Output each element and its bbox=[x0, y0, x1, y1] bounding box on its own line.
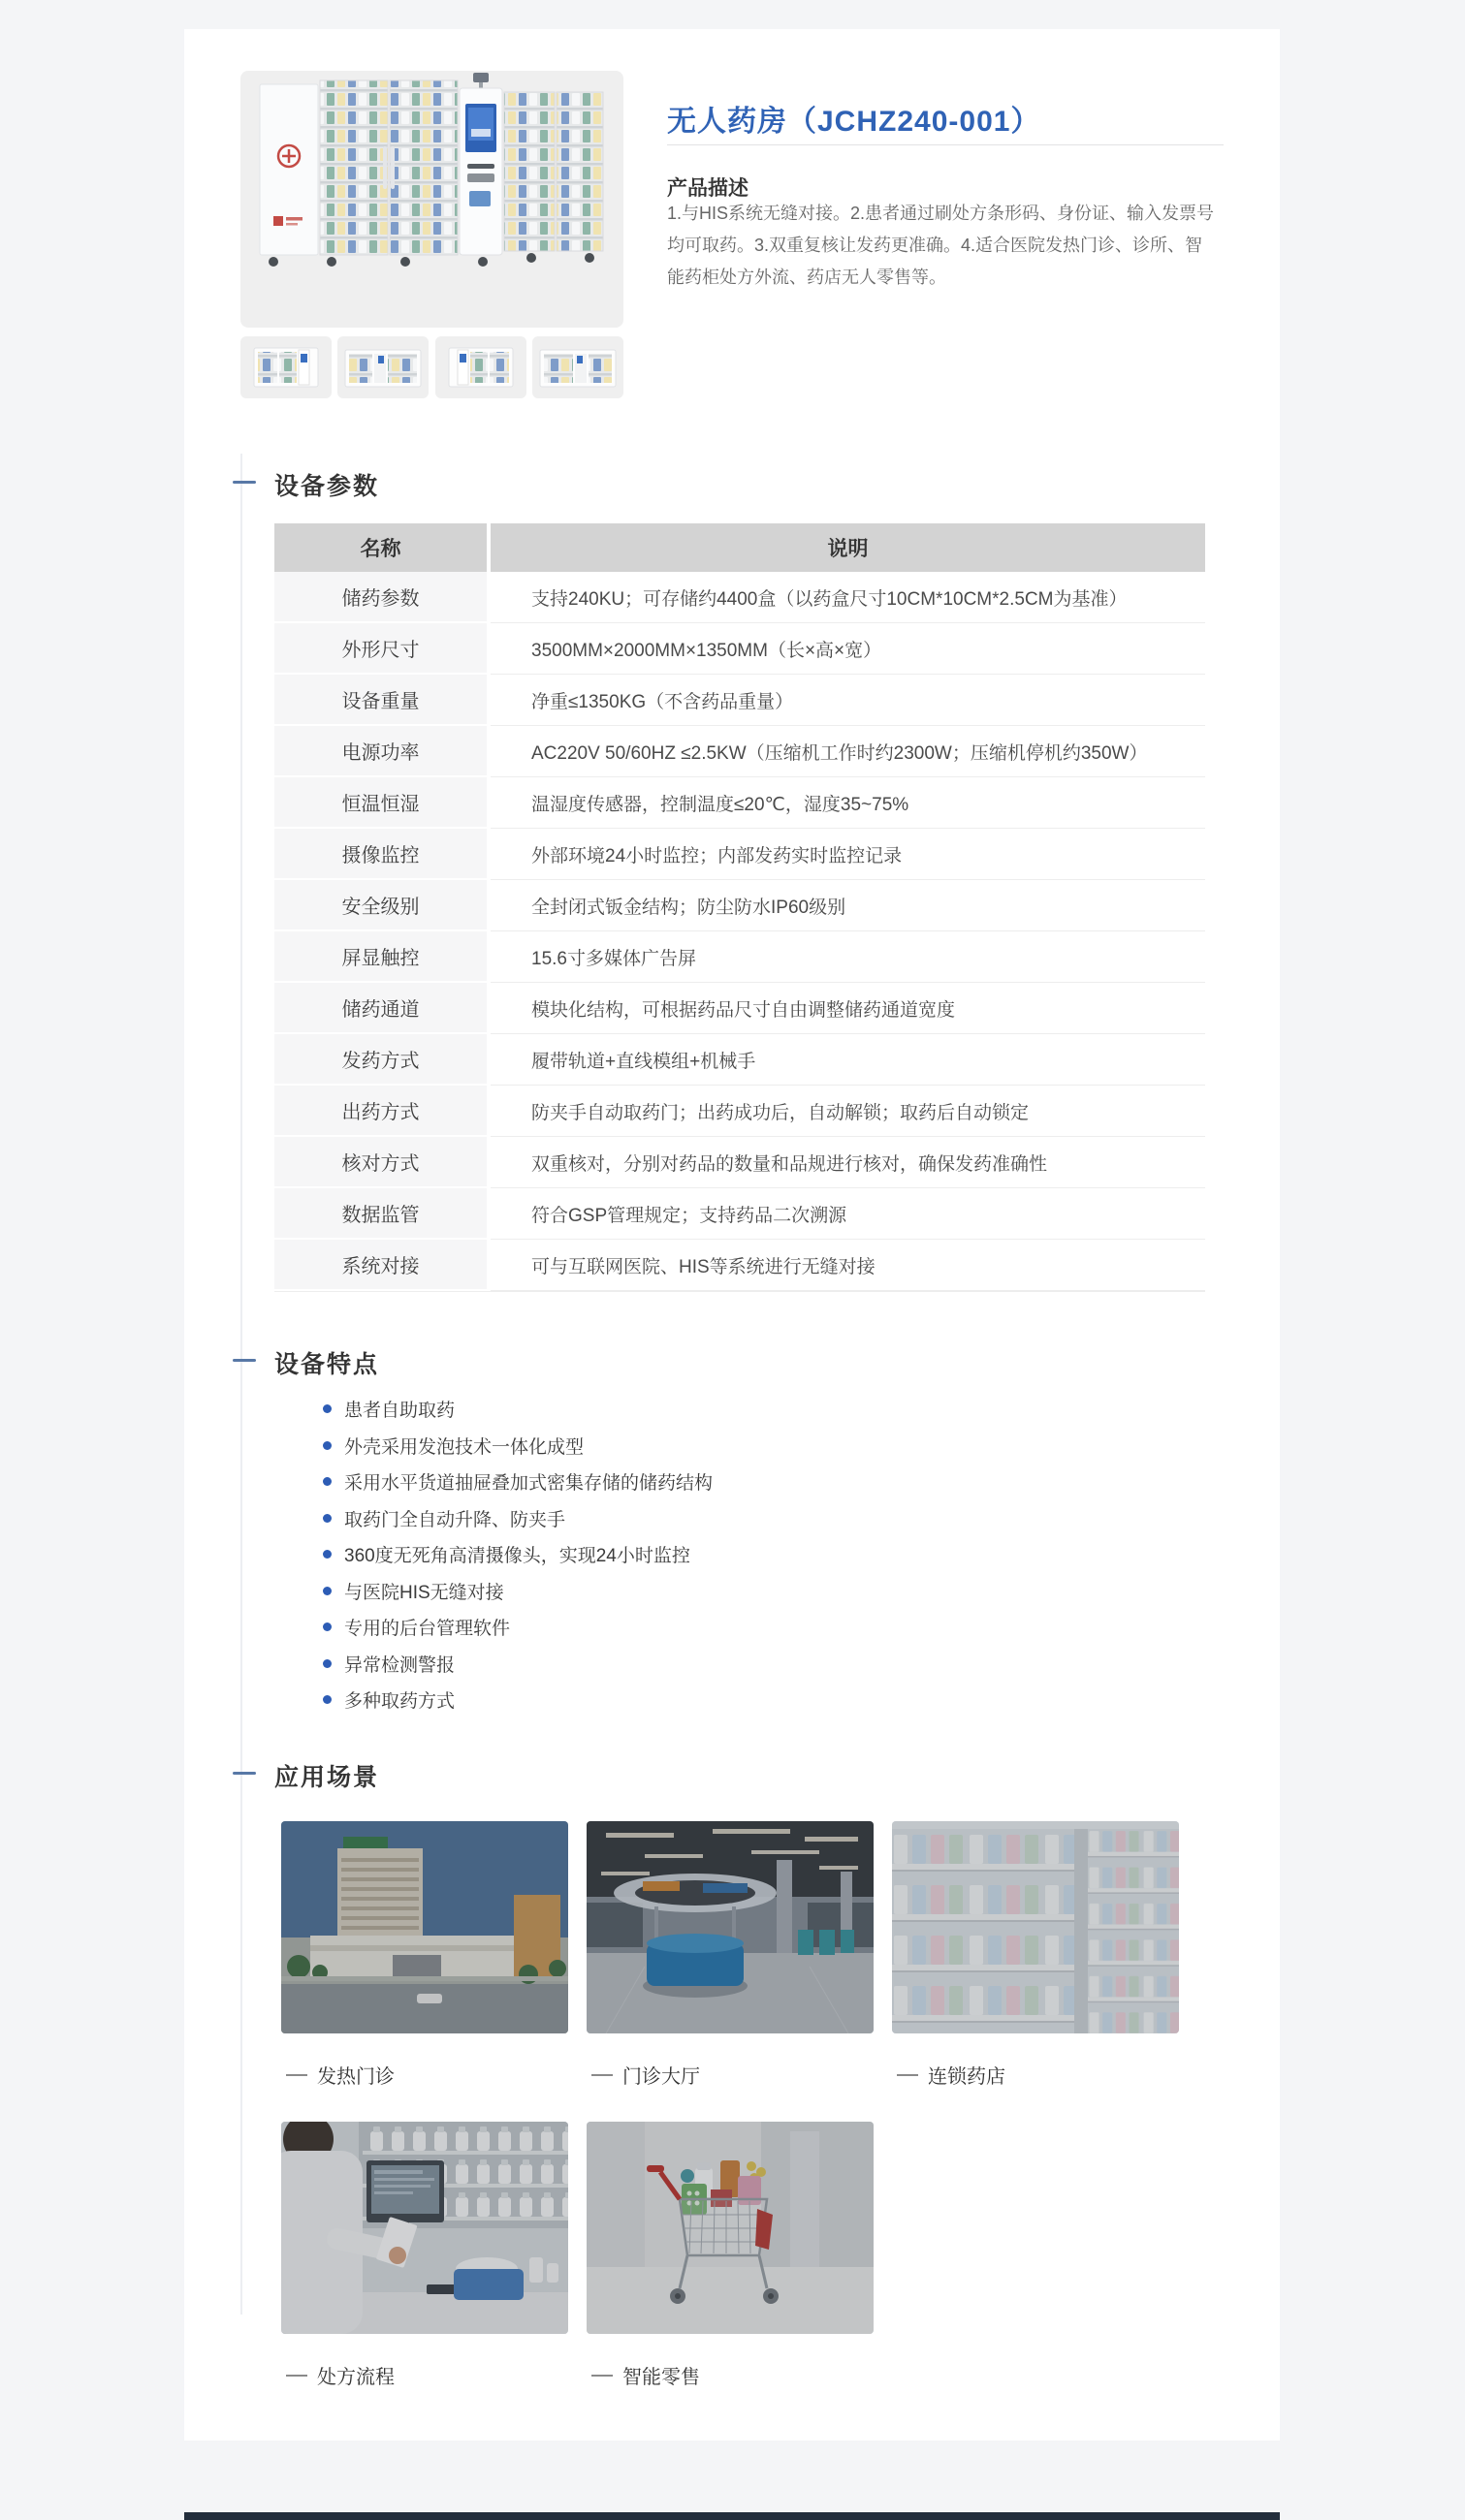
row-desc: 15.6寸多媒体广告屏 bbox=[491, 931, 1205, 983]
product-main-image bbox=[240, 71, 623, 328]
section-title-scenarios: 应用场景 bbox=[274, 1764, 380, 1791]
list-item bbox=[323, 1391, 713, 1428]
scenario-label-text: 连锁药店 bbox=[928, 2066, 1005, 2088]
label-dash-icon bbox=[286, 2074, 307, 2076]
row-desc: 履带轨道+直线模组+机械手 bbox=[491, 1034, 1205, 1086]
table-row bbox=[274, 1034, 1205, 1086]
feature-label: 外壳采用发泡技术一体化成型 bbox=[344, 1436, 585, 1458]
list-item bbox=[323, 1500, 713, 1537]
scenario-label-text: 智能零售 bbox=[622, 2367, 700, 2388]
spec-table bbox=[274, 523, 1205, 1292]
product-thumbnail-2[interactable] bbox=[337, 336, 429, 398]
row-desc: 净重≤1350KG（不含药品重量） bbox=[491, 675, 1205, 726]
row-name: 安全级别 bbox=[274, 880, 487, 931]
row-desc: 双重核对，分别对药品的数量和品规进行核对，确保发药准确性 bbox=[491, 1137, 1205, 1188]
bullet-icon bbox=[323, 1659, 332, 1668]
section-title-features: 设备特点 bbox=[274, 1351, 380, 1378]
row-desc: 模块化结构，可根据药品尺寸自由调整储药通道宽度 bbox=[491, 983, 1205, 1034]
table-row bbox=[274, 675, 1205, 726]
list-item bbox=[323, 1536, 713, 1573]
product-thumbnail-4[interactable] bbox=[532, 336, 623, 398]
scenario-label-fever-clinic bbox=[286, 2061, 395, 2089]
product-card bbox=[184, 29, 1280, 2441]
feature-label: 与医院HIS无缝对接 bbox=[344, 1582, 504, 1603]
row-desc: 3500MM×2000MM×1350MM（长×高×宽） bbox=[491, 623, 1205, 675]
row-desc: 外部环境24小时监控；内部发药实时监控记录 bbox=[491, 829, 1205, 880]
table-row bbox=[274, 1086, 1205, 1137]
bullet-icon bbox=[323, 1404, 332, 1413]
pharmacy-machine-illustration bbox=[240, 71, 623, 328]
scenario-label-text: 发热门诊 bbox=[317, 2066, 395, 2088]
section-rail-line bbox=[240, 454, 242, 2315]
row-desc: 全封闭式钣金结构；防尘防水IP60级别 bbox=[491, 880, 1205, 931]
list-item bbox=[323, 1428, 713, 1465]
feature-label: 360度无死角高清摄像头，实现24小时监控 bbox=[344, 1546, 690, 1567]
row-name: 屏显触控 bbox=[274, 931, 487, 983]
table-row bbox=[274, 1188, 1205, 1240]
table-row bbox=[274, 572, 1205, 623]
list-item bbox=[323, 1609, 713, 1646]
product-desc-heading: 产品描述 bbox=[667, 177, 748, 200]
label-dash-icon bbox=[897, 2074, 918, 2076]
feature-label: 取药门全自动升降、防夹手 bbox=[344, 1509, 566, 1530]
row-name: 储药参数 bbox=[274, 572, 487, 623]
bullet-icon bbox=[323, 1550, 332, 1559]
row-name: 数据监管 bbox=[274, 1188, 487, 1240]
table-row bbox=[274, 1137, 1205, 1188]
footer-bar bbox=[184, 2512, 1280, 2520]
product-thumbnail-3[interactable] bbox=[435, 336, 526, 398]
scenario-image-outpatient-hall bbox=[587, 1821, 874, 2033]
row-desc: 符合GSP管理规定；支持药品二次溯源 bbox=[491, 1188, 1205, 1240]
row-desc: AC220V 50/60HZ ≤2.5KW（压缩机工作时约2300W；压缩机停机约350W） bbox=[491, 726, 1205, 777]
bullet-icon bbox=[323, 1514, 332, 1523]
row-name: 发药方式 bbox=[274, 1034, 487, 1086]
table-row bbox=[274, 931, 1205, 983]
table-row bbox=[274, 1240, 1205, 1291]
scenario-label-smart-retail bbox=[591, 2361, 700, 2389]
row-name: 电源功率 bbox=[274, 726, 487, 777]
section-dash-icon bbox=[233, 481, 256, 484]
product-thumbnail-1[interactable] bbox=[240, 336, 332, 398]
row-name: 恒温恒湿 bbox=[274, 777, 487, 829]
table-row bbox=[274, 983, 1205, 1034]
scenario-label-text: 处方流程 bbox=[317, 2367, 395, 2388]
scenario-label-chain-pharmacy bbox=[897, 2061, 1005, 2089]
bullet-icon bbox=[323, 1477, 332, 1486]
feature-label: 采用水平货道抽屉叠加式密集存储的储药结构 bbox=[344, 1473, 714, 1495]
table-row bbox=[274, 829, 1205, 880]
bullet-icon bbox=[323, 1695, 332, 1704]
feature-label: 专用的后台管理软件 bbox=[344, 1619, 511, 1640]
row-name: 外形尺寸 bbox=[274, 623, 487, 675]
page-title: 无人药房（JCHZ240-001） bbox=[667, 106, 1041, 138]
row-name: 储药通道 bbox=[274, 983, 487, 1034]
scenario-label-prescription-flow bbox=[286, 2361, 395, 2389]
product-description: 1.与HIS系统无缝对接。2.患者通过刷处方条形码、身份证、输入发票号均可取药。3.双重复核让发药更准确。4.适合医院发热门诊、诊所、智能药柜处方外流、药店无人零售等。 bbox=[667, 204, 1215, 287]
table-row bbox=[274, 726, 1205, 777]
scenario-image-prescription-flow bbox=[281, 2122, 568, 2334]
scenario-label-text: 门诊大厅 bbox=[622, 2066, 700, 2088]
table-row bbox=[274, 623, 1205, 675]
bullet-icon bbox=[323, 1622, 332, 1631]
list-item bbox=[323, 1464, 713, 1500]
feature-label: 异常检测警报 bbox=[344, 1654, 456, 1676]
label-dash-icon bbox=[591, 2074, 613, 2076]
row-name: 系统对接 bbox=[274, 1240, 487, 1291]
scenario-image-fever-clinic bbox=[281, 1821, 568, 2033]
row-desc: 温湿度传感器，控制温度≤20℃，湿度35~75% bbox=[491, 777, 1205, 829]
section-dash-icon bbox=[233, 1772, 256, 1775]
row-name: 摄像监控 bbox=[274, 829, 487, 880]
table-row bbox=[274, 777, 1205, 829]
title-divider bbox=[667, 144, 1224, 145]
label-dash-icon bbox=[591, 2375, 613, 2377]
bullet-icon bbox=[323, 1587, 332, 1595]
row-name: 设备重量 bbox=[274, 675, 487, 726]
row-desc: 防夹手自动取药门；出药成功后，自动解锁；取药后自动锁定 bbox=[491, 1086, 1205, 1137]
section-title-params: 设备参数 bbox=[274, 473, 380, 500]
row-desc: 可与互联网医院、HIS等系统进行无缝对接 bbox=[491, 1240, 1205, 1291]
list-item bbox=[323, 1573, 713, 1610]
bullet-icon bbox=[323, 1441, 332, 1450]
label-dash-icon bbox=[286, 2375, 307, 2377]
scenario-image-pharmacy-shelves bbox=[892, 1821, 1179, 2033]
table-header-name: 名称 bbox=[274, 523, 487, 572]
list-item bbox=[323, 1682, 713, 1718]
scenario-image-smart-retail bbox=[587, 2122, 874, 2334]
section-dash-icon bbox=[233, 1359, 256, 1362]
row-name: 出药方式 bbox=[274, 1086, 487, 1137]
scenario-label-outpatient-hall bbox=[591, 2061, 700, 2089]
feature-label: 多种取药方式 bbox=[344, 1691, 456, 1713]
feature-label: 患者自助取药 bbox=[344, 1401, 456, 1422]
table-row bbox=[274, 880, 1205, 931]
table-header-row bbox=[274, 523, 1205, 572]
table-header-desc: 说明 bbox=[491, 523, 1205, 572]
row-name: 核对方式 bbox=[274, 1137, 487, 1188]
list-item bbox=[323, 1646, 713, 1683]
feature-list bbox=[323, 1391, 713, 1718]
row-desc: 支持240KU；可存储约4400盒（以药盒尺寸10CM*10CM*2.5CM为基准） bbox=[491, 572, 1205, 623]
